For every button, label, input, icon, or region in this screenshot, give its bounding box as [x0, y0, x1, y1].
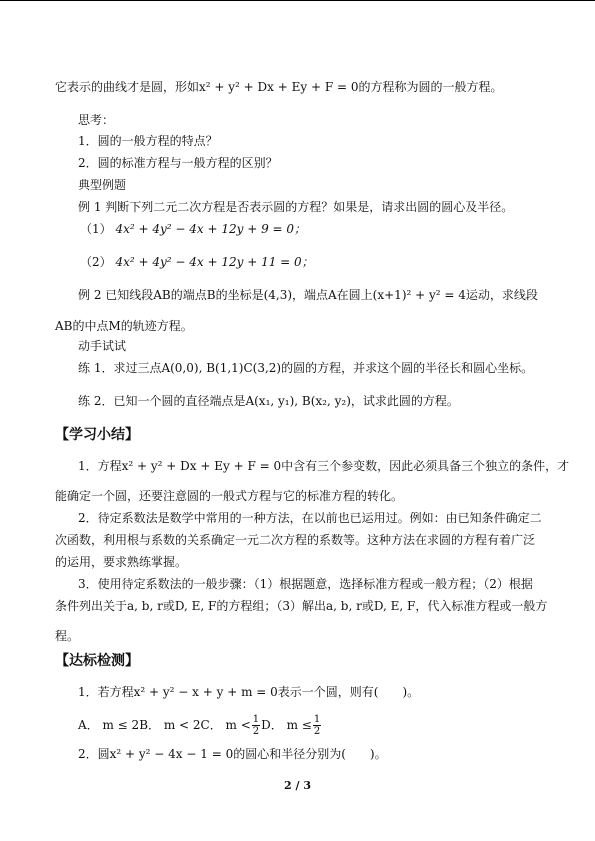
think-question-2: 2．圆的标准方程与一般方程的区别？: [78, 156, 278, 170]
example-1-intro: 例 1 判断下列二元二次方程是否表示圆的方程？如果是，请求出圆的圆心及半径。: [78, 200, 514, 214]
option-a: A． m ≤ 2: [78, 718, 140, 732]
summary-2-line-2: 次函数，利用根与系数的关系确定一元二次方程的系数等。这种方法在求圆的方程有着广泛: [55, 533, 536, 547]
fraction-one-half: $\frac{1}{2}$: [252, 714, 260, 737]
option-d: D． m ≤ $\frac{1}{2}$: [261, 714, 321, 737]
test-question-1-options: [78, 714, 322, 737]
summary-1-line-1: 1．方程x² + y² + Dx + Ey + F = 0中含有三个参变数，因此必须具备三个独立的条件，才: [78, 459, 570, 473]
example-1-part-1: [80, 221, 306, 237]
think-title: 思考：: [78, 113, 115, 127]
test-question-1: 1．若方程x² + y² − x + y + m = 0表示一个圆，则有( )。: [78, 685, 420, 699]
part-label: （1）: [80, 222, 112, 236]
practice-2: 练 2．已知一个圆的直径端点是A(x₁, y₁), B(x₂, y₂)，试求此圆的方程。: [78, 394, 459, 408]
example-2-line-2: AB的中点M的轨迹方程。: [55, 319, 193, 333]
summary-2-line-1: 2．待定系数法是数学中常用的一种方法，在以前也已运用过。例如：由已知条件确定二: [78, 511, 542, 525]
summary-3-line-2: 条件列出关于a, b, r或D, E, F的方程组；（3）解出a, b, r或D, E, F，代入标准方程或一般方: [55, 599, 548, 613]
summary-3-line-1: 3．使用待定系数法的一般步骤：（1）根据题意，选择标准方程或一般方程；（2）根据: [78, 577, 533, 591]
summary-1-line-2: 能确定一个圆，还要注意圆的一般式方程与它的标准方程的转化。: [55, 489, 404, 503]
test-heading: 【达标检测】: [55, 653, 139, 669]
top-rule: [0, 0, 595, 1]
equation: 4x² + 4y² − 4x + 12y + 9 = 0；: [115, 222, 307, 236]
summary-2-line-3: 的运用，要求熟练掌握。: [55, 555, 188, 569]
option-c: C． m < $\frac{1}{2}$: [200, 714, 260, 737]
equation: 4x² + 4y² − 4x + 12y + 11 = 0；: [115, 255, 314, 269]
part-label: （2）: [80, 255, 112, 269]
example-1-part-2: [80, 254, 314, 270]
practice-1: 练 1．求过三点A(0,0), B(1,1)C(3,2)的圆的方程，并求这个圆的半径长和圆心坐标。: [78, 361, 534, 375]
summary-3-line-3: 程。: [55, 629, 80, 643]
fraction-one-half: $\frac{1}{2}$: [313, 714, 321, 737]
intro-line: 它表示的曲线才是圆，形如x² + y² + Dx + Ey + F = 0的方程称为圆的一般方程。: [55, 80, 503, 94]
page-number: 2 / 3: [284, 779, 311, 792]
option-b: B． m < 2: [139, 718, 201, 732]
practice-title: 动手试试: [78, 339, 127, 353]
think-question-1: 1．圆的一般方程的特点？: [78, 134, 218, 148]
summary-heading: 【学习小结】: [55, 427, 139, 443]
examples-title: 典型例题: [78, 178, 127, 192]
example-2-line-1: 例 2 已知线段AB的端点B的坐标是(4,3)，端点A在圆上(x+1)² + y² = 4运动，求线段: [78, 288, 538, 302]
test-question-2: 2．圆x² + y² − 4x − 1 = 0的圆心和半径分别为( )。: [78, 747, 387, 761]
